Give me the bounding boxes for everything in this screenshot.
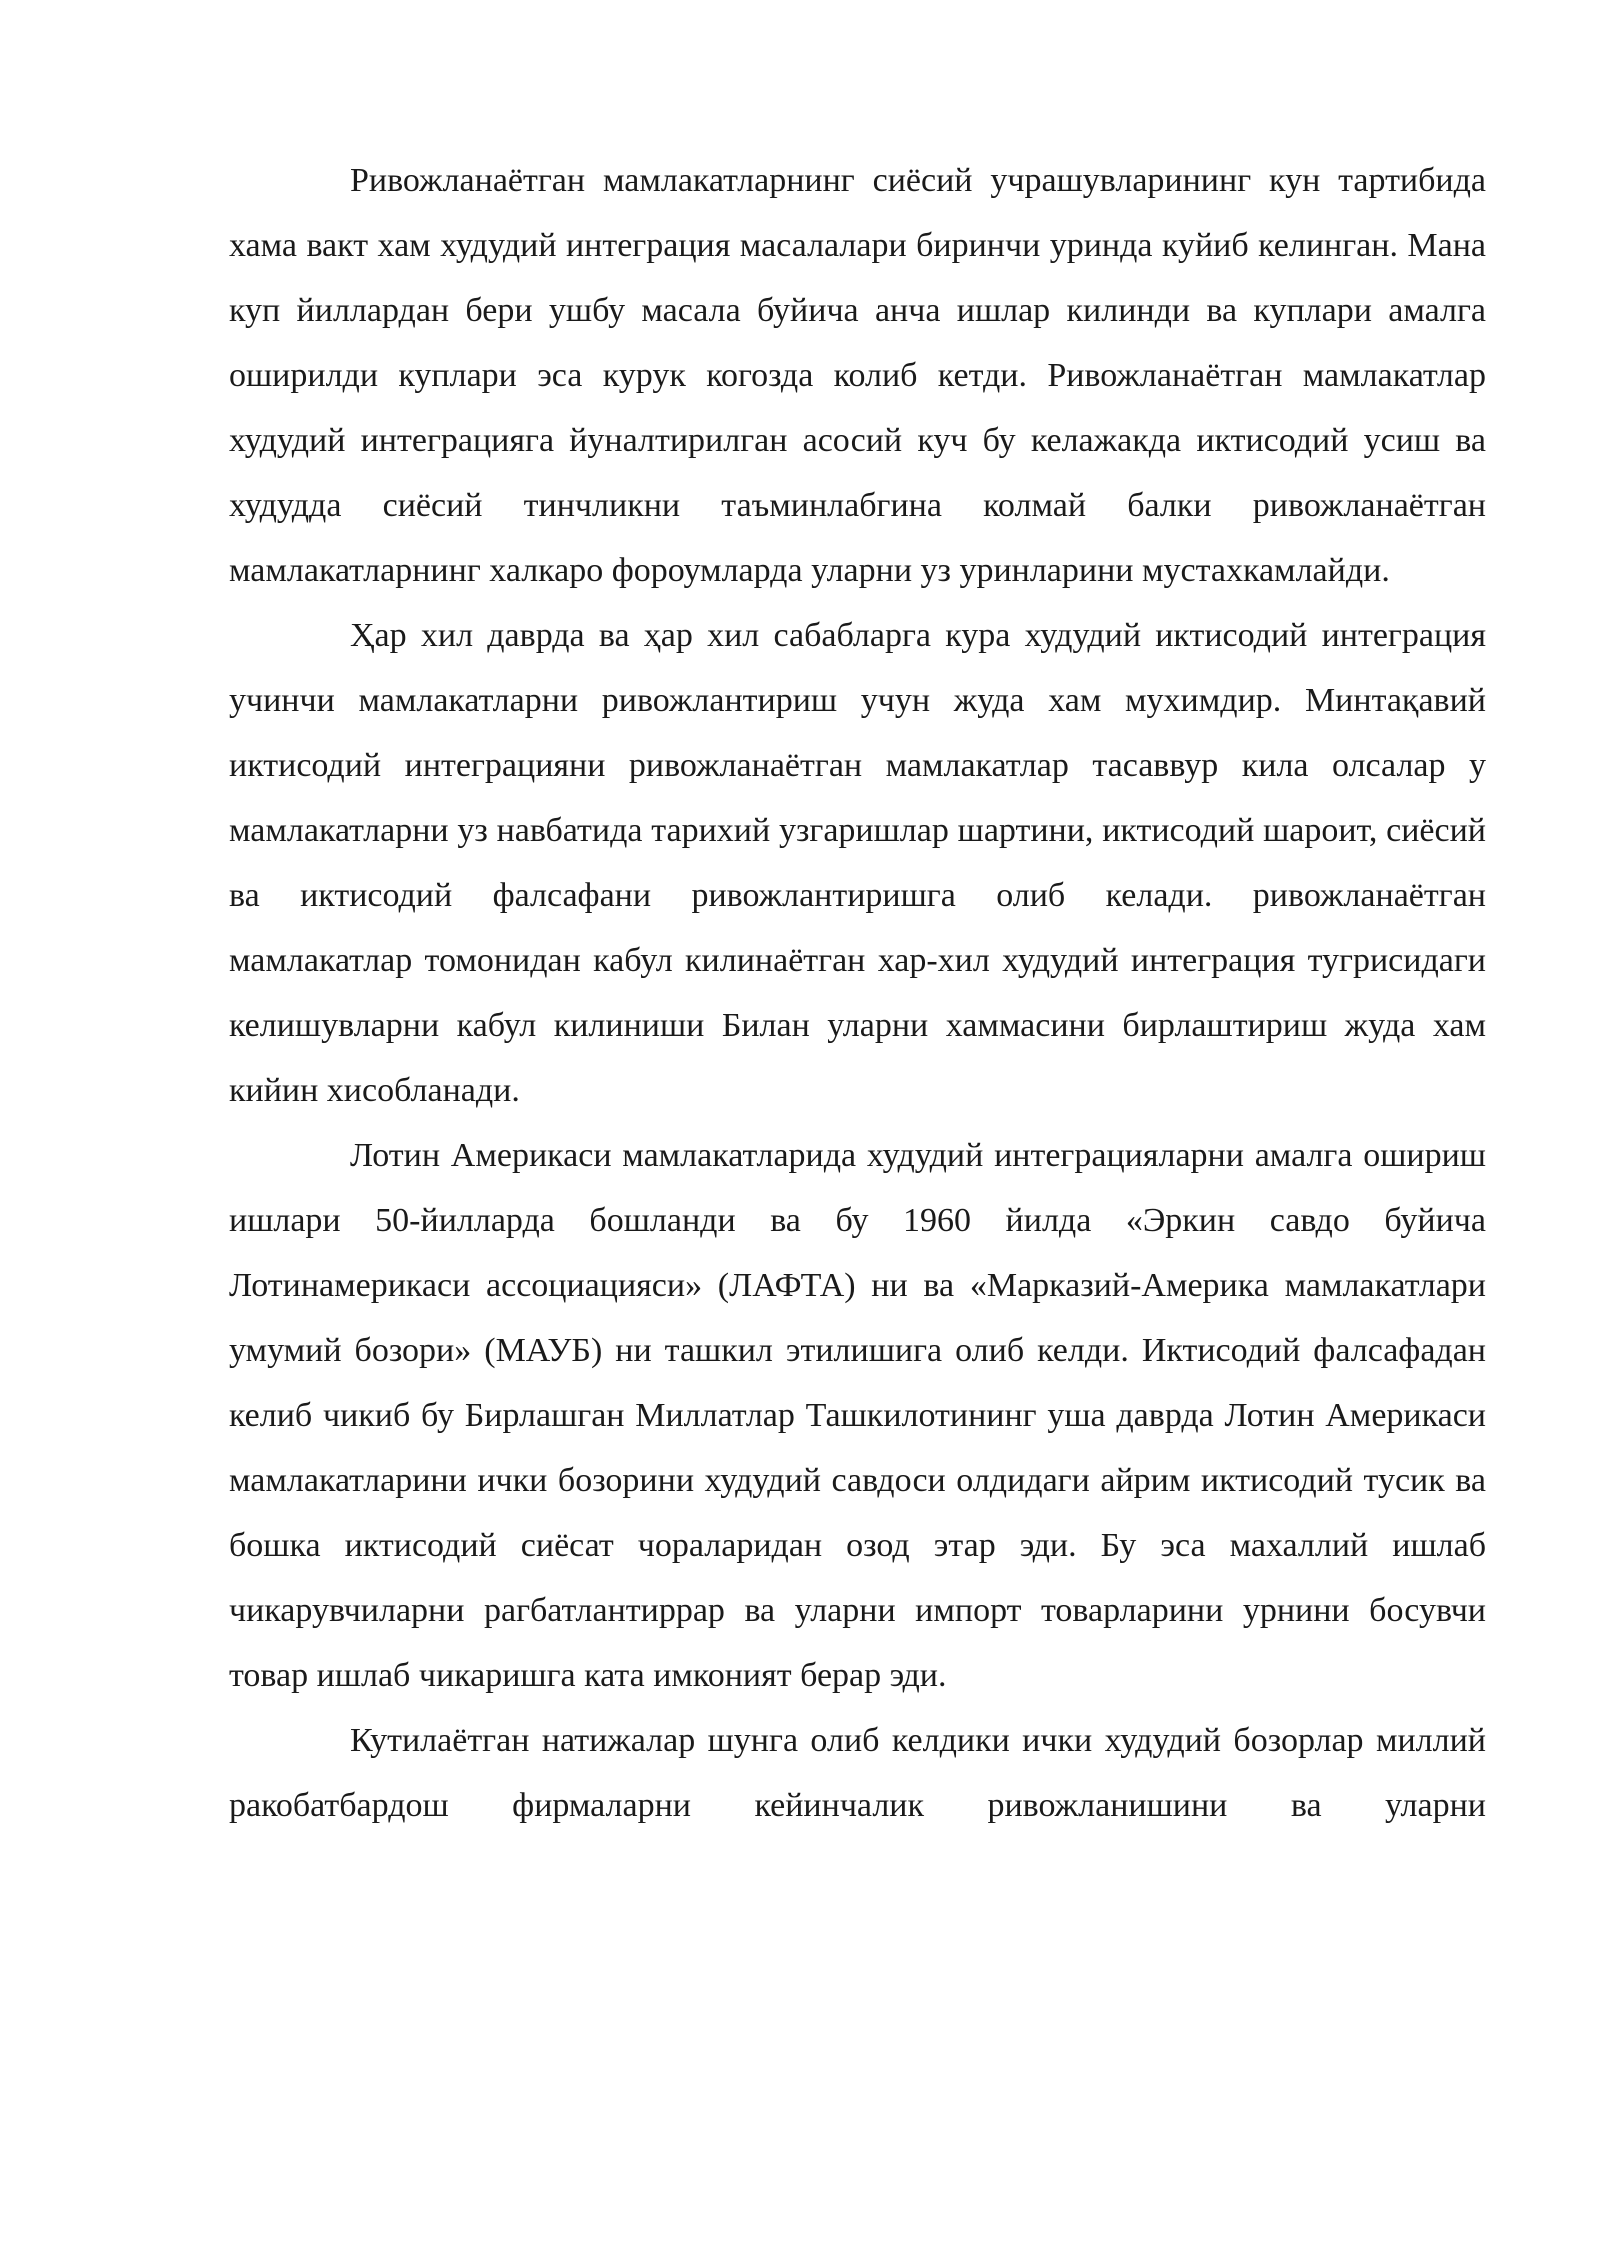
paragraph-1: Ривожланаётган мамлакатларнинг сиёсий учрашувларининг кун тартибида хама вакт хам худудий интеграция масалалари биринчи уринда куйиб келинган. Мана куп йиллардан бери ушбу масала буйича анча ишлар килинди ва куплари амалга оширилди куплари эса курук когозда колиб кетди. Ривожланаётган мамлакатлар худудий интеграцияга йуналтирилган асосий куч бу келажакда иктисодий усиш ва худудда сиёсий тинчликни таъминлабгина колмай балки ривожланаётган мамлакатларнинг халкаро фороумларда уларни уз уринларини мустахкамлайди.	[229, 162, 1486, 589]
paragraph-2: Ҳар хил даврда ва ҳар хил сабабларга кура худудий иктисодий интеграция учинчи мамлакатларни ривожлантириш учун жуда хам мухимдир. Минтақавий иктисодий интеграцияни ривожланаётган мамлакатлар тасаввур кила олсалар у мамлакатларни уз навбатида тарихий узгаришлар шартини, иктисодий шароит, сиёсий ва иктисодий фалсафани ривожлантиришга олиб келади. ривожланаётган мамлакатлар томонидан кабул килинаётган хар-хил худудий интеграция тугрисидаги келишувларни кабул килиниши Билан уларни хаммасини бирлаштириш жуда хам кийин хисобланади.	[229, 617, 1486, 1109]
paragraph-4: Кутилаётган натижалар шунга олиб келдики ички худудий бозорлар миллий ракобатбардош фирмаларни кейинчалик ривожланишини ва уларни	[229, 1722, 1486, 1824]
paragraph-3: Лотин Америкаси мамлакатларида худудий интеграцияларни амалга ошириш ишлари 50-йилларда бошланди ва бу 1960 йилда «Эркин савдо буйича Лотинамерикаси ассоциацияси» (ЛАФТА) ни ва «Марказий-Америка мамлакатлари умумий бозори» (МАУБ) ни ташкил этилишига олиб келди. Иктисодий фалсафадан келиб чикиб бу Бирлашган Миллатлар Ташкилотининг уша даврда Лотин Америкаси мамлакатларини ички бозорини худудий савдоси олдидаги айрим иктисодий тусик ва бошка иктисодий сиёсат чораларидан озод этар эди. Бу эса махаллий ишлаб чикарувчиларни рагбатлантиррар ва уларни импорт товарларини урнини босувчи товар ишлаб чикаришга ката имконият берар эди.	[229, 1137, 1486, 1694]
document-body	[229, 148, 1486, 1838]
